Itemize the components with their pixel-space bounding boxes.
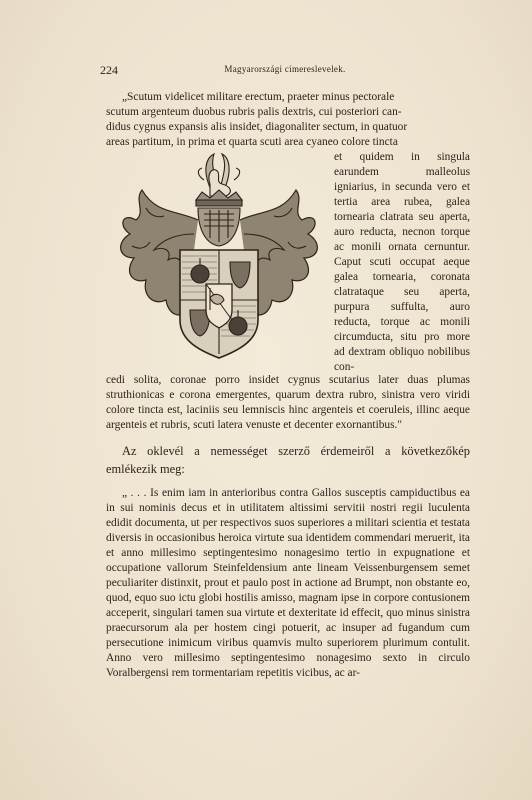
blazon-line-4: areas partitum, in prima et quarta scuti area cyaneo colore tincta <box>106 136 398 148</box>
merits-quote: „ . . . Is enim iam in anterioribus contra Gallos susceptis campiductibus ea in sui nominis decus et in utilitatem altissimi servitii nostri regii luculenta edidit documenta, ut per respectivos suos superiores a militari scientia et testata diversis in occasionibus heroica virtute sua identidem commendari meruerit, ita et anno millesimo septingentesimo nonagesimo tertio in expugnatione et occupatione vallorum Steinfeldensium ante lineam Veissenburgensem semet peculiariter distinxit, prout et paulo post in actione ad Brumpt, non obstante eo, quod, equo suo ictu globi hostilis amisso, magnam ipse in corpore contusionem acceperit, singulari tamen sua virtute et dexteritate id effecit, quo minus sinistra praecursorum ala per hostem cingi potuerit, ac insuper ad fugandum cum persecutione inimicum viribus quamvis multo superiorem plurimum contulit. Anno vero millesimo septingentesimo nonagesimo sexto in circulo Voralbergensi rem tormentariam repetitis vicibus, ac ar- <box>106 487 470 679</box>
running-title: Magyarországi címereslevelek. <box>224 64 346 74</box>
page-header <box>100 63 480 77</box>
blazon-line-1: „Scutum videlicet militare erectum, praeter minus pectorale <box>122 91 395 103</box>
blazon-after-crest: cedi solita, coronae porro insidet cygnus scutarius later duas plumas struthionicas e corona emergentes, quarum dextra rubro, sinistra vero viridi colore tincta est, laciniis seu lemniscis hinc argenteis et coeruleis, illinc aeque argenteis et rubris, scuti latera venuste et decenter exornantibus." <box>106 374 470 431</box>
blazon-line-2: scutum argenteum duobus rubris palis dextris, cui posteriori can- <box>106 106 402 118</box>
blazon-line-3: didus cygnus expansis alis insidet, diagonaliter sectum, in quatuor <box>106 121 408 133</box>
blazon-beside-crest: et quidem in singula earundem malleolus igniarius, in secunda vero et tertia area rubea, galea tornearia clatrata seu aperta, auro reducta, necnon torque ac monili ornata cernuntur. Caput scuti occupat aeque galea tornearia, coronata clatrataque seu aperta, purpura suffulta, auro reducta, torque ac monili circumducta, situ pro more ad dextram obliquo nobilibus con- <box>334 151 470 373</box>
coat-of-arms-illustration <box>106 150 332 364</box>
blazon-quote <box>106 90 470 150</box>
paragraph-2: Az oklevél a nemességet szerző érdemeiről a következőkép emlékezik meg: <box>106 444 470 476</box>
page-number: 224 <box>100 63 118 77</box>
